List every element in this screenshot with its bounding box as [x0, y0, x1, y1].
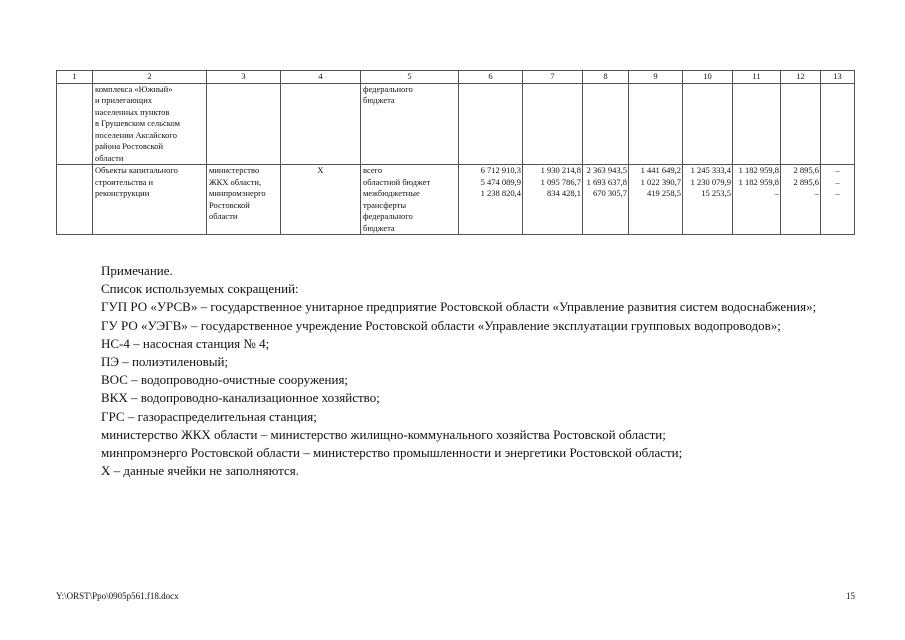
amount-value: 2 895,6	[793, 165, 819, 175]
funding-source-line: областной бюджет	[363, 176, 431, 187]
note-item: ГУП РО «УРСВ» – государственное унитарное предприятие Ростовской области «Управление развития систем водоснабжения»;	[101, 299, 817, 315]
amount-value: 834 428,1	[547, 188, 581, 198]
note-item: ВОС – водопроводно-очистные сооружения;	[101, 372, 349, 388]
cell-text-line: министерство	[209, 165, 260, 175]
cell-text-line: ЖКХ области,	[209, 176, 262, 187]
notes-title: Примечание.	[101, 263, 173, 278]
value-cell	[523, 83, 583, 165]
amount-value: 6 712 910,3	[480, 165, 521, 175]
amount-value: 1 182 959,8	[738, 165, 779, 175]
spacer	[782, 223, 819, 235]
value-cell	[629, 83, 683, 165]
cell-text-line: Объекты капитального	[95, 165, 178, 175]
notes-intro: Список используемых сокращений:	[101, 281, 299, 297]
page-number: 15	[846, 591, 855, 601]
column-header-9: 9	[629, 71, 683, 84]
spacer	[734, 211, 779, 223]
value-cell	[821, 165, 855, 235]
responsible-cell	[207, 165, 281, 235]
cell-text-line: области	[209, 211, 238, 221]
amount-value: 1 182 959,8	[738, 176, 779, 187]
note-item: ГУ РО «УЭГВ» – государственное учреждение Ростовской области «Управление эксплуатации групповых водопроводов»;	[101, 317, 781, 333]
funding-source-line: всего	[363, 165, 383, 175]
cell-text-line: района Ростовской	[95, 141, 164, 151]
spacer	[684, 223, 731, 235]
spacer	[782, 211, 819, 223]
value-cell	[459, 165, 523, 235]
value-cell	[821, 83, 855, 165]
table-row	[57, 165, 855, 235]
value-cell	[583, 165, 629, 235]
column-header-1: 1	[57, 71, 93, 84]
value-cell	[523, 165, 583, 235]
note-item: Х – данные ячейки не заполняются.	[101, 463, 300, 479]
column-header-3: 3	[207, 71, 281, 84]
amount-value: 15 253,5	[701, 188, 731, 198]
column-header-13: 13	[821, 71, 855, 84]
value-cell	[733, 83, 781, 165]
budget-table	[56, 70, 855, 235]
cell-text-line: области	[95, 152, 124, 163]
amount-value: 5 474 089,9	[480, 176, 521, 187]
spacer	[630, 211, 681, 223]
amount-value: 670 305,7	[593, 188, 627, 198]
spacer	[584, 223, 627, 235]
spacer	[734, 200, 779, 212]
spacer	[584, 200, 627, 212]
cell-text-line: и прилегающих	[95, 95, 152, 105]
amount-value: 2 895,6	[793, 176, 819, 187]
spacer	[823, 211, 852, 223]
spacer	[630, 223, 681, 235]
spacer	[684, 200, 731, 212]
funding-source-cell	[361, 165, 459, 235]
value-cell	[683, 83, 733, 165]
spacer	[460, 223, 521, 235]
footer-file-path: Y:\ORST\Ppo\0905p561.f18.docx	[56, 591, 179, 601]
amount-value: 1 022 390,7	[640, 176, 681, 187]
amount-value: 1 693 637,8	[586, 176, 627, 187]
value-cell	[459, 83, 523, 165]
column-header-8: 8	[583, 71, 629, 84]
amount-value: 1 245 333,4	[690, 165, 731, 175]
cell-text-line: минпромэнерго	[209, 188, 266, 198]
row-number-cell	[57, 83, 93, 165]
col4-cell	[281, 83, 361, 165]
program-name-cell	[93, 165, 207, 235]
value-cell	[733, 165, 781, 235]
table-header-row	[57, 71, 855, 84]
value-cell	[583, 83, 629, 165]
spacer	[782, 200, 819, 212]
spacer	[734, 223, 779, 235]
funding-source-line: межбюджетные	[363, 188, 420, 198]
col4-cell: Х	[281, 165, 361, 235]
amount-value: 1 441 649,2	[640, 165, 681, 175]
spacer	[460, 211, 521, 223]
spacer	[524, 211, 581, 223]
amount-value: –	[835, 188, 840, 198]
value-cell	[781, 83, 821, 165]
amount-value: 1 930 214,8	[540, 165, 581, 175]
note-item: ВКХ – водопроводно-канализационное хозяйство;	[101, 390, 380, 406]
cell-text-line: населенных пунктов	[95, 106, 170, 117]
funding-source-line: бюджета	[363, 222, 395, 233]
amount-value: 1 095 786,7	[540, 176, 581, 187]
spacer	[823, 200, 852, 212]
funding-source-line: трансферты	[363, 199, 407, 210]
row-number-cell	[57, 165, 93, 235]
note-item: минпромэнерго Ростовской области – министерство промышленности и энергетики Ростовской области;	[101, 445, 683, 461]
amount-value: 2 363 943,5	[586, 165, 627, 175]
value-cell	[629, 165, 683, 235]
spacer	[584, 211, 627, 223]
column-header-7: 7	[523, 71, 583, 84]
table-body	[57, 71, 855, 235]
column-header-12: 12	[781, 71, 821, 84]
amount-value: 1 238 820,4	[480, 188, 521, 198]
column-header-10: 10	[683, 71, 733, 84]
spacer	[630, 200, 681, 212]
spacer	[524, 200, 581, 212]
cell-text-line: реконструкции	[95, 188, 150, 198]
column-header-6: 6	[459, 71, 523, 84]
cell-text-line: комплекса «Южный»	[95, 83, 173, 94]
amount-value: –	[835, 176, 840, 187]
cell-text-line: Ростовской	[209, 199, 250, 210]
funding-source-line: федерального	[363, 211, 413, 221]
spacer	[684, 211, 731, 223]
column-header-2: 2	[93, 71, 207, 84]
cell-text-line: строительства и	[95, 176, 154, 187]
value-cell	[683, 165, 733, 235]
amount-value: 419 258,5	[647, 188, 681, 198]
program-name-cell	[93, 83, 207, 165]
amount-value: –	[814, 188, 819, 198]
amount-value: 1 230 079,9	[690, 176, 731, 187]
column-header-5: 5	[361, 71, 459, 84]
cell-text-line: поселении Аксайского	[95, 129, 177, 140]
column-header-11: 11	[733, 71, 781, 84]
note-item: НС-4 – насосная станция № 4;	[101, 335, 270, 351]
funding-source-cell	[361, 83, 459, 165]
cell-text-line: федерального	[363, 83, 413, 94]
cell-text-line: бюджета	[363, 95, 395, 105]
note-item: министерство ЖКХ области – министерство жилищно-коммунального хозяйства Ростовской области;	[101, 426, 666, 442]
responsible-cell	[207, 83, 281, 165]
table-row	[57, 83, 855, 165]
spacer	[524, 223, 581, 235]
note-item: ПЭ – полиэтиленовый;	[101, 354, 229, 370]
notes-section	[88, 262, 858, 480]
amount-value: –	[774, 188, 779, 198]
value-cell	[781, 165, 821, 235]
amount-value: –	[835, 165, 840, 175]
spacer	[460, 200, 521, 212]
note-item: ГРС – газораспределительная станция;	[101, 408, 317, 424]
column-header-4: 4	[281, 71, 361, 84]
spacer	[823, 223, 852, 235]
cell-text-line: в Грушевском сельском	[95, 118, 180, 128]
